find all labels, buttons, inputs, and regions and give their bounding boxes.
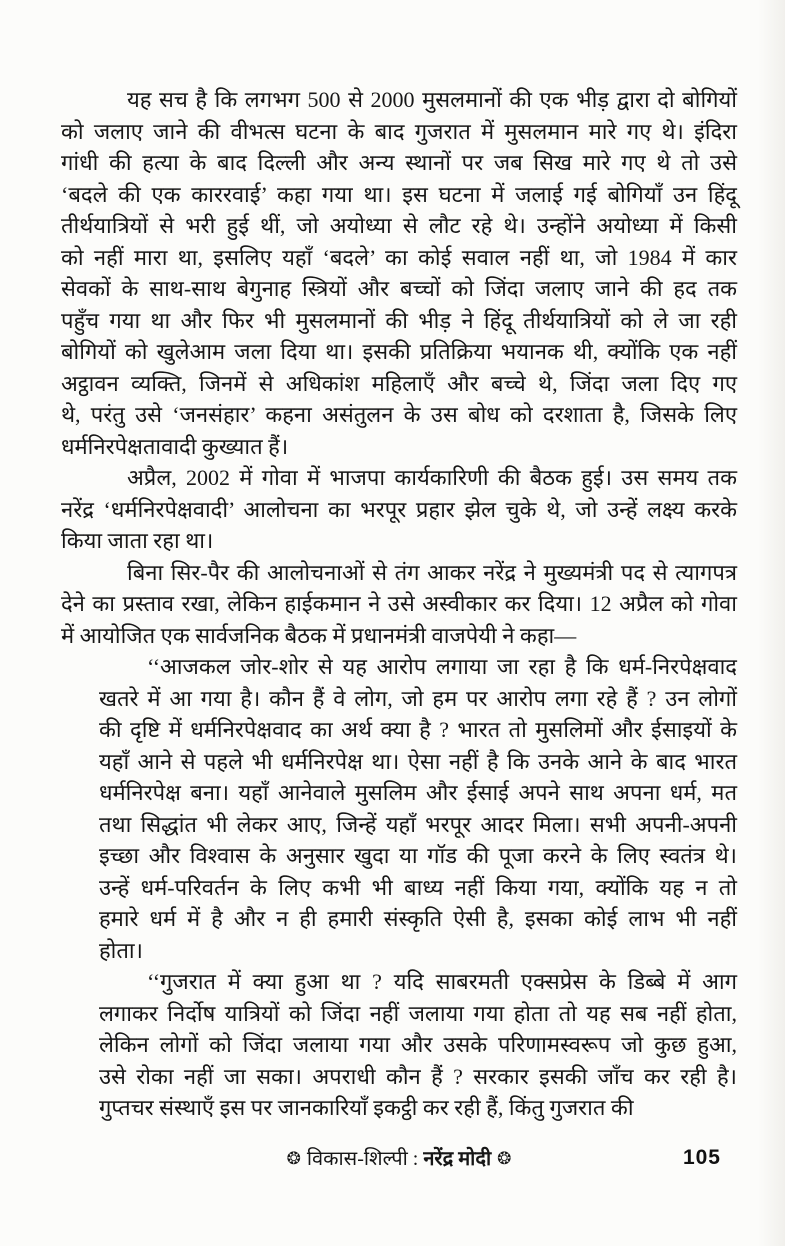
rosette-icon: ❂ (497, 1149, 512, 1168)
text-line: ‘‘आजकल जोर-शोर से यह आरोप लगाया जा रहा है कि धर्म-निरपेक्षवाद (147, 654, 737, 679)
text-line: उन्हें धर्म-परिवर्तन के लिए कभी भी बाध्य नहीं किया गया, क्योंकि यह न तो (99, 874, 737, 900)
text-line: किया जाता रहा था। (61, 528, 214, 553)
text-column (61, 84, 737, 1124)
text-line: अप्रैल, 2002 में गोवा में भाजपा कार्यकारिणी की बैठक हुई। उस समय तक (127, 465, 737, 490)
text-line: होता। (99, 937, 143, 963)
text-line: गांधी की हत्या के बाद दिल्ली और अन्य स्थानों पर जब सिख मारे गए थे तो उसे (61, 150, 737, 175)
text-line: देने का प्रस्ताव रखा, लेकिन हाईकमान ने उसे अस्वीकार कर दिया। 12 अप्रैल को गोवा (61, 591, 737, 616)
text-line: तीर्थयात्रियों से भरी हुई थीं, जो अयोध्या से लौट रहे थे। उन्होंने अयोध्या में किसी (61, 213, 737, 238)
text-line: बिना सिर-पैर की आलोचनाओं से तंग आकर नरेंद्र ने मुख्यमंत्री पद से त्यागपत्र (127, 559, 737, 585)
text-line: सेवकों के साथ-साथ बेगुनाह स्त्रियों और बच्चों को जिंदा जलाए जाने की हद तक (61, 276, 737, 301)
quote-paragraph (61, 651, 737, 966)
text-line: हमारे धर्म में है और न ही हमारी संस्कृति ऐसी है, इसका कोई लाभ भी नहीं (99, 906, 737, 931)
text-line: में आयोजित एक सार्वजनिक बैठक में प्रधानमंत्री वाजपेयी ने कहा— (61, 622, 577, 648)
text-line: गुप्तचर संस्थाएँ इस पर जानकारियाँ इकट्ठी कर रही हैं, किंतु गुजरात की (99, 1095, 634, 1120)
text-line: लेकिन लोगों को जिंदा जलाया गया और उसके परिणामस्वरूप जो कुछ हुआ, (99, 1032, 737, 1057)
body-paragraph (61, 84, 737, 462)
rosette-icon: ❂ (286, 1149, 301, 1168)
text-line: अट्ठावन व्यक्ति, जिनमें से अधिकांश महिलाएँ और बच्चे थे, जिंदा जला दिए गए (61, 370, 737, 396)
text-line: तथा सिद्धांत भी लेकर आए, जिन्हें यहाँ भरपूर आदर मिला। सभी अपनी-अपनी (99, 811, 737, 837)
text-line: खतरे में आ गया है। कौन हैं वे लोग, जो हम पर आरोप लगा रहे हैं ? उन लोगों (99, 685, 737, 711)
text-line: लगाकर निर्दोष यात्रियों को जिंदा नहीं जलाया गया होता तो यह सब नहीं होता, (99, 1000, 737, 1026)
text-line: को जलाए जाने की वीभत्स घटना के बाद गुजरात में मुसलमान मारे गए थे। इंदिरा (61, 118, 737, 144)
body-paragraph (61, 462, 737, 557)
text-line: पहुँच गया था और फिर भी मुसलमानों की भीड़ ने हिंदू तीर्थयात्रियों को ले जा रही (61, 307, 737, 333)
footer-book-title-bold: नरेंद्र मोदी (423, 1148, 492, 1170)
text-line: उसे रोका नहीं जा सका। अपराधी कौन हैं ? सरकार इसकी जाँच कर रही है। (99, 1063, 737, 1089)
text-line: थे, परंतु उसे ‘जनसंहार’ कहना असंतुलन के उस बोध को दरशाता है, जिसके लिए (61, 402, 737, 427)
text-line: धर्मनिरपेक्षतावादी कुख्यात हैं। (61, 433, 289, 459)
body-paragraph (61, 557, 737, 652)
footer-book-title: विकास-शिल्पी : (306, 1148, 419, 1170)
text-line: इच्छा और विश्वास के अनुसार खुदा या गॉड की पूजा करने के लिए स्वतंत्र थे। (99, 843, 737, 868)
page-number: 105 (682, 1146, 721, 1169)
text-line: धर्मनिरपेक्ष बना। यहाँ आनेवाले मुसलिम और ईसाई अपने साथ अपना धर्म, मत (99, 780, 737, 805)
text-line: नरेंद्र ‘धर्मनिरपेक्षवादी’ आलोचना का भरपूर प्रहार झेल चुके थे, जो उन्हें लक्ष्य करके (61, 496, 737, 522)
text-line: की दृष्टि में धर्मनिरपेक्षवाद का अर्थ क्या है ? भारत तो मुसलिमों और ईसाइयों के (99, 717, 737, 742)
text-line: ‘बदले की एक काररवाई’ कहा गया था। इस घटना में जलाई गई बोगियाँ उन हिंदू (61, 181, 737, 207)
text-line: यह सच है कि लगभग 500 से 2000 मुसलमानों की एक भीड़ द्वारा दो बोगियों (127, 87, 737, 112)
text-line: बोगियों को खुलेआम जला दिया था। इसकी प्रतिक्रिया भयानक थी, क्योंकि एक नहीं (61, 339, 737, 364)
text-line: ‘‘गुजरात में क्या हुआ था ? यदि साबरमती एक्सप्रेस के डिब्बे में आग (147, 969, 737, 994)
text-line: यहाँ आने से पहले भी धर्मनिरपेक्ष था। ऐसा नहीं है कि उनके आने के बाद भारत (99, 748, 737, 774)
quote-paragraph (61, 966, 737, 1124)
text-line: को नहीं मारा था, इसलिए यहाँ ‘बदले’ का कोई सवाल नहीं था, जो 1984 में कार (61, 244, 737, 270)
page-footer (61, 1144, 737, 1175)
